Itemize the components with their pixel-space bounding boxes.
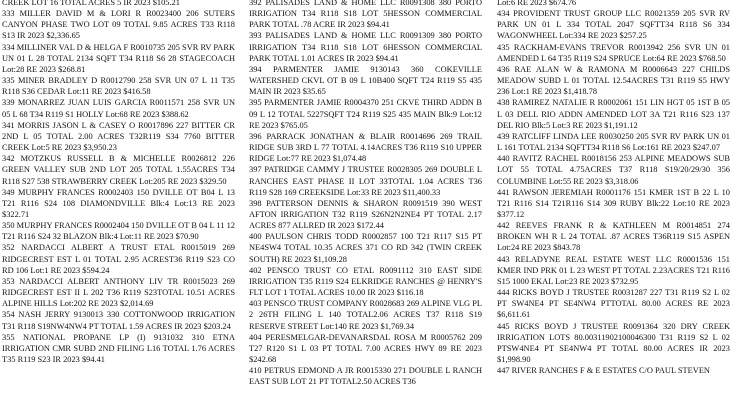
tax-listing-entry: Lot:6 RE 2023 $674.76 (497, 0, 577, 7)
tax-listing-entry: 435 RACKHAM-EVANS TREVOR R0013942 256 SVR UN 01 AMENDED L 64 T35 R119 S24 SPRUCE Lot:64 RE 2023 $768.50 (497, 42, 730, 63)
tax-listing-entry: 333 MILLER DAVID M & LORI R R0023400 206 SUTERS CANYON PHASE TWO LOT 09 TOTAL 9.85 ACRES T33 R118 S13 IR 2023 $2,336.65 (2, 9, 235, 41)
tax-listing-entry: 400 PAULSON CHRIS TODD R0002857 100 T21 R117 S15 PT NE4SW4 TOTAL 10.35 ACRES 371 CO RD 342 (TWIN CREEK SOUTH) RE 2023 $1,109.28 (249, 232, 482, 264)
tax-listing-entry: 342 MOTZKUS RUSSELL B & MICHELLE R0026812 226 GREEN VALLEY SUB 2ND LOT 205 TOTAL 1.55ACRES T34 R118 S27 538 STRAWBERRY CREEK Lot:205 RE 2023 $329.50 (2, 154, 235, 186)
tax-listing-entry: 410 PETRUS EDMOND A JR R0015330 271 DOUBLE L RANCH EAST SUB LOT 21 PT TOTAL2.50 ACRES T36 (249, 366, 482, 387)
tax-listing-entry: 355 NATIONAL PROPANE LP (I) 9131032 310 ETNA IRRIGATION CMR SUBD 2ND FILING L16 TOTAL 1.76 ACRES T35 R119 S23 IR 2023 $94.41 (2, 332, 235, 364)
column-right (497, 0, 730, 376)
tax-listing-entry: 404 PERESMELGAR-DEVANARSDAL ROSA M R0005762 209 T27 R120 S1 L 03 PT TOTAL 7.00 ACRES HWY 89 RE 2023 $242.68 (249, 332, 482, 364)
tax-listing-entry: 394 PARMENTER JAMIE 9130143 360 COKEVILLE WATERSHED CKVL OT B 09 L 10B400 SQFT T24 R119 S5 435 MAIN IR 2023 $35.65 (249, 64, 482, 97)
tax-listing-entry: 353 NARDACCI ALBERT ANTHONY LIV TR R0015023 269 RIDGECREST EST II L 202 T36 R119 S23TOTAL 10.51 ACRES ALPINE HILLS Lot:202 RE 2023 $2,014.69 (2, 276, 235, 309)
tax-listing-entry: 436 RAE ALAN W & RAMONA M R0006643 227 CHILDS MEADOW SUBD L 01 TOTAL 12.54ACRES T31 R119 S5 HWY 236 Lot:1 RE 2023 $1,418.78 (497, 64, 730, 97)
tax-listing-entry: 434 PROVIDENT TRUST GROUP LLC R0021359 205 SVR RV PARK UN 01 L 334 TOTAL 2047 SQFTT34 R118 S6 334 WAGONWHEEL Lot:334 RE 2023 $257.25 (497, 9, 730, 41)
tax-listing-entry: 335 MINER BRADLEY D R0012790 258 SVR UN 07 L 11 T35 R118 S36 CEDAR Lot:11 RE 2023 $416.58 (2, 76, 235, 97)
tax-listing-entry: 442 REEVES FRANK R & KATHLEEN M R0014851 274 BROKEN WH R L 24 TOTAL .87 ACRES T36R119 S15 ASPEN Lot:24 RE 2023 $843.78 (497, 221, 730, 253)
tax-listing-entry: 439 RATCLIFF LINDA LEE R0030250 205 SVR RV PARK UN 01 L 161 TOTAL 2134 SQFTT34 R118 S6 Lot:161 RE 2023 $247.07 (497, 131, 730, 153)
tax-listing-entry: 341 MORRIS JASON L & CASEY O R0017896 227 BITTER CR 2ND L 05 TOTAL 2.00 ACRES T32R119 S34 7760 BITTER CREEK Lot:5 RE 2023 $3,950.23 (2, 120, 235, 153)
tax-listing-entry: 395 PARMENTER JAMIE R0004370 251 CKVE THIRD ADDN B 09 L 12 TOTAL 5227SQFT T24 R119 S25 435 MAIN Blk:9 Lot:12 RE 2023 $765.05 (249, 98, 482, 130)
tax-listing-entry: 396 PARRACK JONATHAN & BLAIR R0014696 269 TRAIL RIDGE SUB 3RD L 77 TOTAL 4.14ACRES T36 R119 S10 UPPER RIDGE Lot:77 RE 2023 $1,074.48 (249, 131, 482, 164)
tax-listing-entry: 443 RELADYNE REAL ESTATE WEST LLC R0001536 151 KMER IND PRK 01 L 23 WEST PT TOTAL 2.23ACRES T21 R116 S15 1000 EKAL Lot:23 RE 2023 $732.95 (497, 254, 730, 286)
column-left (2, 0, 235, 365)
tax-listing-entry: 352 NARDACCI ALBERT A TRUST ETAL R0015019 269 RIDGECREST EST L 01 TOTAL 2.95 ACREST36 R119 S23 CO RD 106 Lot:1 RE 2023 $594.24 (2, 243, 235, 275)
tax-listing-entry: 392 PALISADES LAND & HOME LLC R0091308 380 PORTO IRRIGATION T34 R118 S18 LOT 5HESSON COMMERCIAL PARK TOTAL .78 ACRE IR 2023 $94.41 (249, 0, 482, 30)
tax-listing-entry: 440 RAVITZ RACHEL R0018156 253 ALPINE MEADOWS SUB LOT 55 TOTAL 4.75ACRES T37 R118 S19/20/29/30 356 COLUMBINE Lot:55 RE 2023 $3,318.06 (497, 154, 730, 186)
tax-listing-entry: 438 RAMIREZ NATALIE R R0002061 151 LIN HGT 05 1ST B 05 L 03 DELL RIO ADDN AMENDED LOT 3A T21 R116 S23 137 DEL RIO Blk:5 Lot:3 RE 2023 $1,191.12 (497, 98, 730, 130)
tax-listing-entry: 349 MURPHY FRANCES R0002403 150 DVILLE OT B04 L 13 T21 R116 S24 108 DIAMONDVILLE Blk:4 Lot:13 RE 2023 $322.71 (2, 187, 235, 219)
tax-listing-entry: 441 RAWSON JEREMIAH R0001176 151 KMER 1ST B 22 L 10 T21 R116 S14 T21R116 S14 309 RUBY Blk:22 Lot:10 RE 2023 $377.12 (497, 187, 730, 219)
tax-listing-entry: 445 RICKS BOYD J TRUSTEE R0091364 320 DRY CREEK IRRIGATION LOTS 80.00311902100046300 T31 R119 S2 L 02 PTSW4NE4 PT SE4NW4 PT TOTAL 80.00 ACRES IR 2023 $1,998.90 (497, 321, 730, 364)
tax-listing-entry: 393 PALISADES LAND & HOME LLC R0091309 380 PORTO IRRIGATION T34 R118 S18 LOT 6HESSON COMMERCIAL PARK TOTAL 1.01 ACRES IR 2023 $94.41 (249, 31, 482, 63)
tax-listing-entry: 398 PATTERSON DENNIS & SHARON R0091519 390 WEST AFTON IRRIGATION T32 R119 S26N2N2NE4 PT TOTAL 2.17 ACRES 877 ALLRED IR 2023 $172.44 (249, 198, 482, 231)
column-middle (249, 0, 482, 387)
tax-listing-entry: 447 RIVER RANCHES F & E ESTATES C/O PAUL STEVEN (497, 366, 710, 376)
tax-listing-entry: 339 MONARREZ JUAN LUIS GARCIA R0011571 258 SVR UN 05 L 68 T34 R119 S1 HOLLY Lot:68 RE 2023 $388.62 (2, 98, 235, 119)
tax-listing-entry: 397 PATRIDGE CAMMY J TRUSTEE R0028305 269 DOUBLE L RANCHES EAST PHASE II LOT 33TOTAL 1.04 ACRES T36 R119 S28 169 CREEKSIDE Lot:33 RE 2023 $11,400.33 (249, 165, 482, 197)
tax-listing-entry: 403 PENSCO TRUST COMPANY R0028683 269 ALPINE VLG PL 2 26TH FILING L 140 TOTAL2.06 ACRES T37 R118 S19 RESERVE STREET Lot:140 RE 2023 $1,769.34 (249, 299, 482, 331)
tax-listing-entry: 334 MILLINER VAL D & HELGA F R0010735 205 SVR RV PARK UN 01 L 28 TOTAL 2134 SQFT T34 R118 S6 28 STAGECOACH Lot:28 RE 2023 $268.81 (2, 42, 235, 74)
tax-listing-entry: 354 NASH JERRY 9130013 330 COTTONWOOD IRRIGATION T31 R118 S19NW4NW4 PT TOTAL 1.59 ACRES IR 2023 $203.24 (2, 310, 235, 331)
tax-listing-entry: 402 PENSCO TRUST CO ETAL R0091112 310 EAST SIDE IRRIGATION T35 R119 S24 ELKRIDGE RANCHES @ HENRY'S FLT LOT 1 TOTAL ACRES 10.00 IR 2023 $116.18 (249, 265, 482, 298)
tax-listing-entry: CREEK LOT 16 TOTAL ACRES 5 IR 2023 $105.21 (2, 0, 180, 7)
tax-listing-entry: 444 RICKS BOYD J TRUSTEE R0031287 227 T31 R119 S2 L 02 PT SW4NE4 PT SE4NW4 PTTOTAL 80.00 ACRES RE 2023 $6,611.61 (497, 288, 730, 320)
tax-listing-entry: 350 MURPHY FRANCES R0002404 150 DVILLE OT B 04 L 11 12 T21 R116 S24 32 BLAZON Blk:4 Lot:11 RE 2023 $70.90 (2, 221, 235, 242)
